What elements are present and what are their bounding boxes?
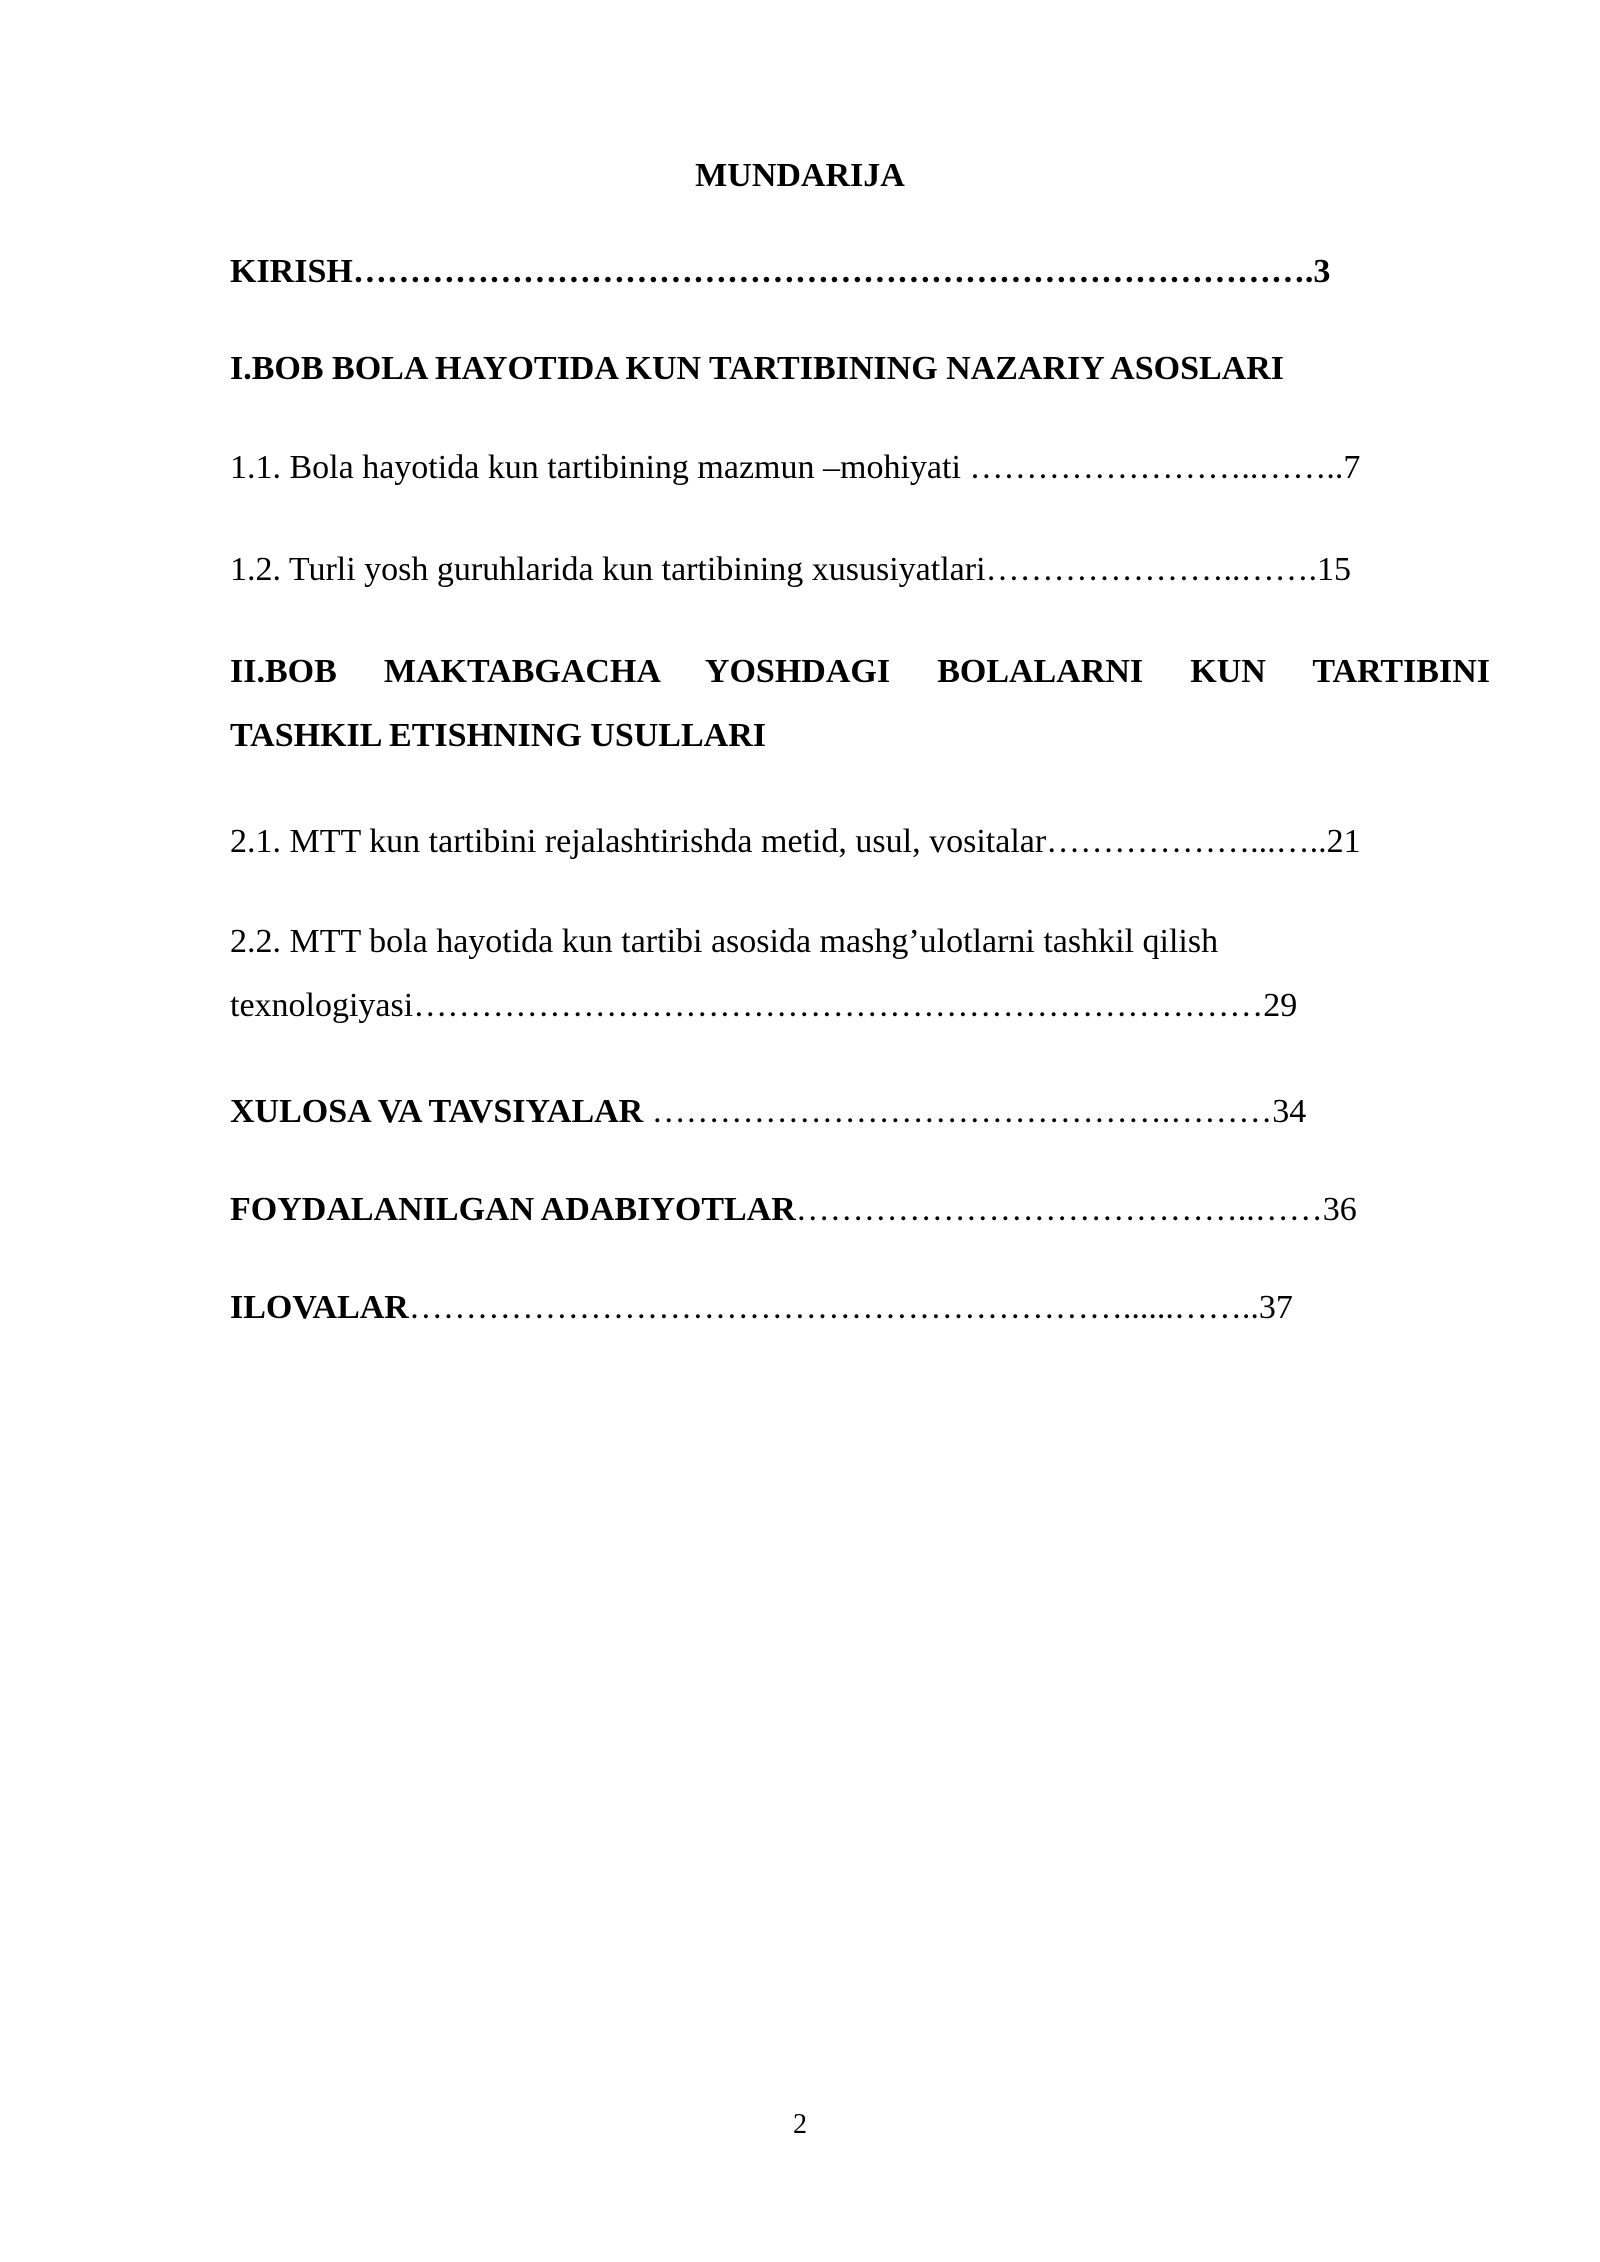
page-title: MUNDARIJA (695, 157, 905, 194)
toc-entry-2-1[interactable]: 2.1. MTT kun tartibini rejalashtirishda metid, usul, vositalar………………...…..21 (230, 823, 1361, 860)
toc-entry-ilovalar[interactable] (230, 1276, 1490, 1340)
page-number: 2 (793, 2109, 807, 2140)
toc-entry-xulosa-leader: ……………………………………….………34 (651, 1093, 1307, 1130)
toc-entry-1-1[interactable]: 1.1. Bola hayotida kun tartibining mazmun –mohiyati ……………………..……..7 (230, 449, 1361, 486)
toc-entry-kirish[interactable]: KIRISH………………………………………………………………………….3 (230, 253, 1331, 290)
toc-chapter-2[interactable] (230, 640, 1490, 768)
toc-entry-adabiyotlar-label: FOYDALANILGAN ADABIYOTLAR (230, 1191, 796, 1228)
toc-entry-xulosa-label: XULOSA VA TAVSIYALAR (230, 1093, 652, 1130)
toc-chapter-2-line-1: II.BOB MAKTABGACHA YOSHDAGI BOLALARNI KUN TARTIBINI (230, 653, 1490, 690)
toc-entry-2-2[interactable] (230, 910, 1490, 1038)
toc-entry-2-2-line-1: 2.2. MTT bola hayotida kun tartibi asosida mashg’ulotlarni tashkil qilish (230, 923, 1219, 960)
toc-entry-ilovalar-leader: ………………………………………………………......……..37 (408, 1289, 1293, 1326)
toc-entry-adabiyotlar-leader: …………………………………..……36 (795, 1191, 1357, 1228)
toc-entry-xulosa[interactable] (230, 1080, 1490, 1144)
toc-entry-1-2[interactable]: 1.2. Turli yosh guruhlarida kun tartibining xususiyatlari…………………..…….15 (230, 551, 1352, 588)
toc-entry-adabiyotlar[interactable] (230, 1178, 1490, 1242)
toc-entry-2-2-line-2: texnologiyasi…………………………………………………………………29 (230, 987, 1298, 1024)
toc-chapter-1[interactable]: I.BOB BOLA HAYOTIDA KUN TARTIBINING NAZARIY ASOSLARI (230, 350, 1285, 387)
toc-chapter-2-line-2: TASHKIL ETISHNING USULLARI (230, 717, 766, 754)
toc-entry-ilovalar-label: ILOVALAR (230, 1289, 409, 1326)
